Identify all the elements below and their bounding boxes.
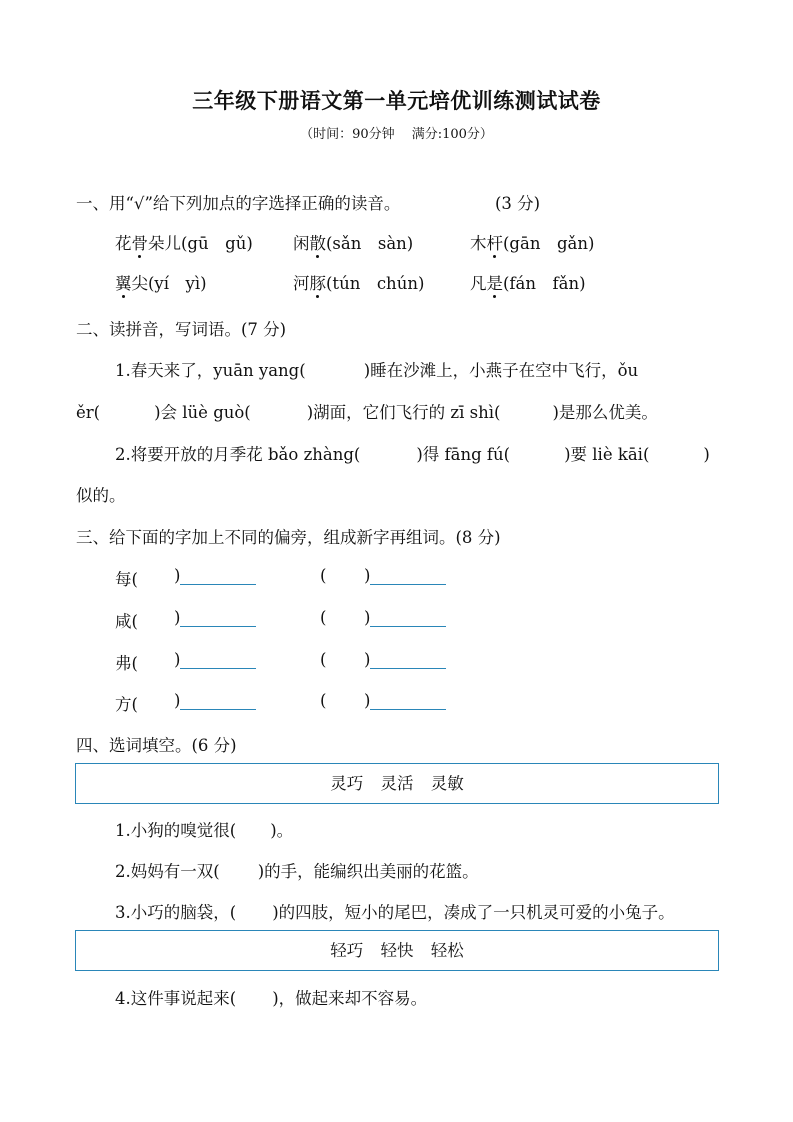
answer-line[interactable] [370, 668, 446, 669]
dotted-char: 散 [310, 230, 327, 254]
dotted-char: 豚 [310, 270, 327, 294]
answer-line[interactable] [370, 584, 446, 585]
q3-row-1-open-2: ( [320, 566, 327, 585]
q2-line-3: 2.将要开放的月季花 bǎo zhàng( )得 fāng fú( )要 liè kāi( ) [115, 445, 710, 464]
exam-info: （时间：90分钟 满分:100分） [300, 127, 493, 142]
q4-sentence-3: 3.小巧的脑袋，( )的四肢，短小的尾巴，凑成了一只机灵可爱的小兔子。 [115, 903, 675, 922]
dotted-char: 翼 [115, 270, 132, 294]
q1-item-2: 闲散(sǎn sàn) [293, 230, 413, 254]
q3-row-2-close-2: ) [364, 608, 371, 627]
word-choice-box-2: 轻巧 轻快 轻松 [75, 930, 719, 971]
q2-line-4: 似的。 [76, 486, 126, 505]
q3-row-3-close: ) [174, 650, 181, 669]
q1-heading: 一、用“√”给下列加点的字选择正确的读音。 [76, 194, 401, 213]
q3-row-4-close: ) [174, 691, 181, 710]
q3-row-3-close-2: ) [364, 650, 371, 669]
q2-line-1: 1.春天来了，yuān yang( )睡在沙滩上，小燕子在空中飞行，ǒu [115, 361, 639, 380]
q3-row-1-left: 每( [115, 570, 138, 589]
q3-row-1-close-2: ) [364, 566, 371, 585]
q3-row-4-open-2: ( [320, 691, 327, 710]
q3-row-2-close: ) [174, 608, 181, 627]
q3-row-3-left: 弗( [115, 654, 138, 673]
q4-sentence-2: 2.妈妈有一双( )的手，能编织出美丽的花篮。 [115, 862, 479, 881]
q3-row-1-close: ) [174, 566, 181, 585]
q4-heading: 四、选词填空。(6 分) [76, 736, 237, 755]
q1-item-3: 木杆(gān gǎn) [470, 230, 594, 254]
q4-sentence-1: 1.小狗的嗅觉很( )。 [115, 821, 294, 840]
q1-item-1: 花骨朵儿(gū gǔ) [115, 230, 253, 254]
page-title: 三年级下册语文第一单元培优训练测试试卷 [192, 88, 601, 113]
q4-sentence-4: 4.这件事说起来( )，做起来却不容易。 [115, 989, 428, 1008]
q3-row-4-close-2: ) [364, 691, 371, 710]
q1-item-5: 河豚(tún chún) [293, 270, 424, 294]
q3-row-3-open-2: ( [320, 650, 327, 669]
word-choice-box-1: 灵巧 灵活 灵敏 [75, 763, 719, 804]
answer-line[interactable] [180, 668, 256, 669]
dotted-char: 杆 [487, 230, 504, 254]
q1-item-4: 翼尖(yí yì) [115, 270, 207, 294]
q3-row-2-left: 咸( [115, 612, 138, 631]
dotted-char: 骨 [132, 230, 149, 254]
answer-line[interactable] [180, 584, 256, 585]
answer-line[interactable] [180, 709, 256, 710]
answer-line[interactable] [370, 626, 446, 627]
answer-line[interactable] [370, 709, 446, 710]
q3-row-2-open-2: ( [320, 608, 327, 627]
q2-heading: 二、读拼音，写词语。(7 分) [76, 320, 287, 339]
q3-heading: 三、给下面的字加上不同的偏旁，组成新字再组词。(8 分) [76, 528, 501, 547]
dotted-char: 是 [487, 270, 504, 294]
q1-score: (3 分) [495, 194, 541, 213]
answer-line[interactable] [180, 626, 256, 627]
q1-item-6: 凡是(fán fǎn) [470, 270, 586, 294]
q3-row-4-left: 方( [115, 695, 138, 714]
q2-line-2: ěr( )会 lüè guò( )湖面，它们飞行的 zī shì( )是那么优美。 [76, 403, 658, 422]
